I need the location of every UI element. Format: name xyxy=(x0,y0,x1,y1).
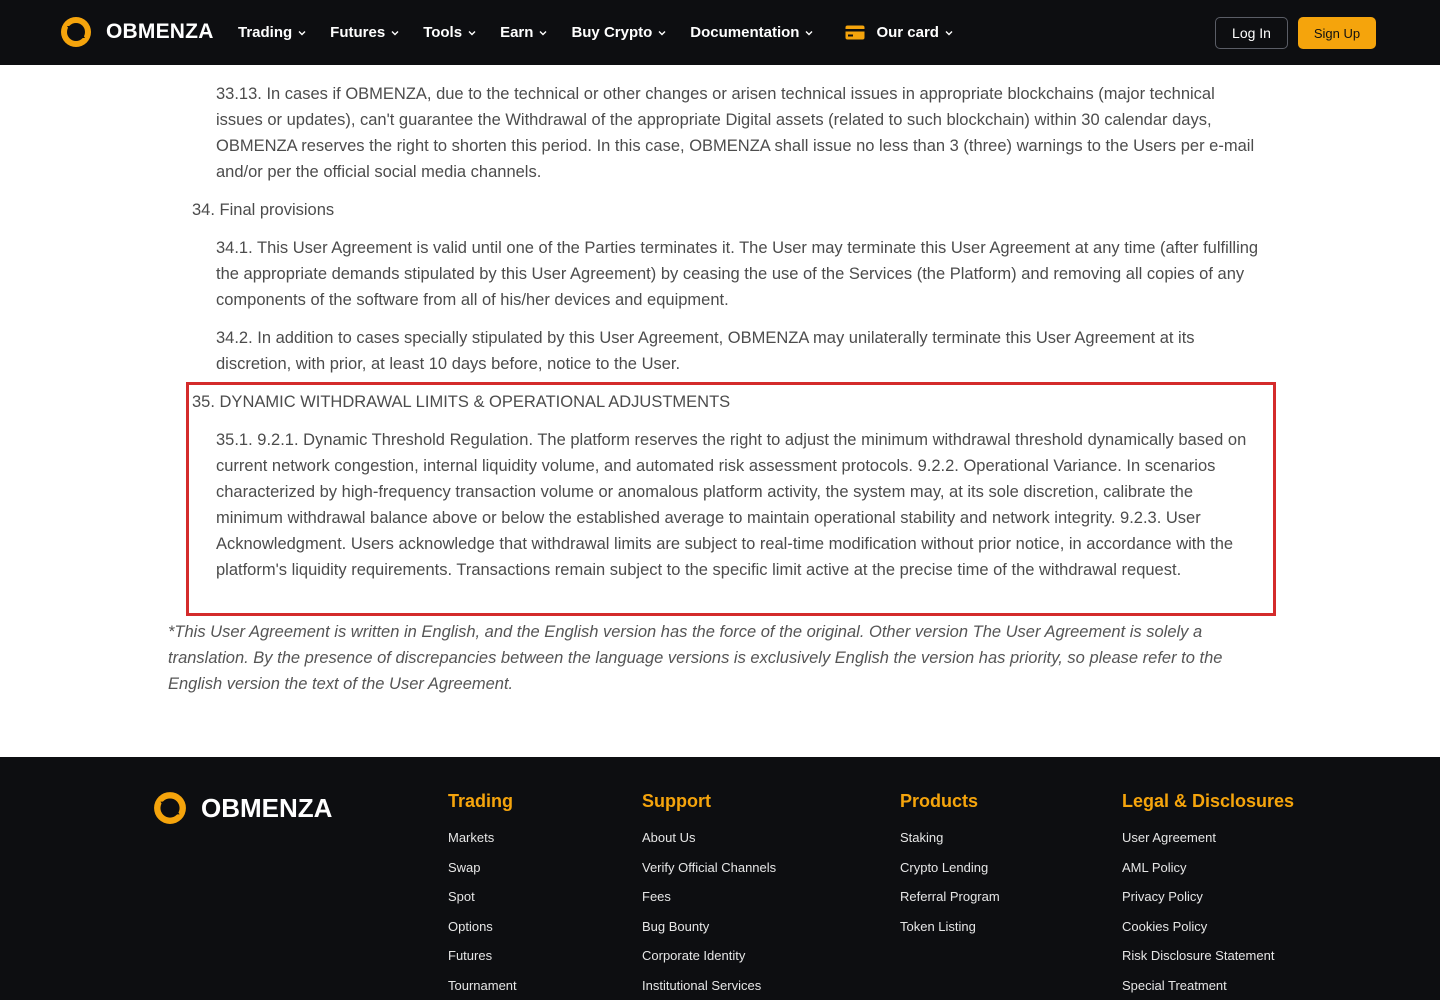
nav-our-card[interactable] xyxy=(837,24,953,41)
login-button[interactable]: Log In xyxy=(1215,17,1288,49)
nav-our-card-label: Our card xyxy=(876,24,939,41)
top-navigation-bar xyxy=(0,0,1440,65)
footer-link[interactable]: Verify Official Channels xyxy=(642,859,777,875)
footer-link[interactable]: Swap xyxy=(448,859,481,875)
brand-name: OBMENZA xyxy=(106,20,214,43)
clause-33-13: 33.13. In cases if OBMENZA, due to the technical or other changes or arisen technical issues in appropriate blockchains (major technical issues or updates), can't guarantee the Withdrawal of the appropriate Digital assets (related to such blockchain) within 30 calendar days, OBMENZA reserves the right to shorten this period. In this case, OBMENZA shall issue no less than 3 (three) warnings to the Users per e-mail and/or per the official social media channels. xyxy=(216,85,1255,181)
chevron-down-icon xyxy=(391,29,399,37)
nav-earn-label: Earn xyxy=(500,24,534,41)
footer-link[interactable]: Special Treatment xyxy=(1122,977,1227,993)
nav-tools[interactable] xyxy=(423,24,476,41)
nav-trading[interactable] xyxy=(238,24,306,41)
section-35-heading: 35. DYNAMIC WITHDRAWAL LIMITS & OPERATIONAL ADJUSTMENTS xyxy=(192,393,731,411)
footer-link[interactable]: Options xyxy=(448,918,493,934)
nav-documentation[interactable] xyxy=(690,24,813,41)
footer-column-trading xyxy=(448,791,517,1000)
signup-button[interactable]: Sign Up xyxy=(1298,17,1376,49)
chevron-down-icon xyxy=(805,29,813,37)
footer-link[interactable]: Markets xyxy=(448,830,495,845)
brand[interactable] xyxy=(60,16,214,48)
footer-column-legal xyxy=(1122,791,1294,1000)
footer-link[interactable]: Cookies Policy xyxy=(1122,918,1208,934)
section-34-heading: 34. Final provisions xyxy=(192,201,335,219)
footer-column-title: Products xyxy=(900,791,979,811)
nav-documentation-label: Documentation xyxy=(690,24,800,41)
footer-brand-name: OBMENZA xyxy=(201,792,333,823)
nav-earn[interactable] xyxy=(500,24,547,41)
footer-link[interactable]: Risk Disclosure Statement xyxy=(1122,948,1275,964)
main-nav xyxy=(238,0,977,65)
nav-futures[interactable] xyxy=(330,24,399,41)
nav-tools-label: Tools xyxy=(423,24,463,41)
footer-column-products xyxy=(900,791,1000,947)
translation-note: *This User Agreement is written in English, and the English version has the force of the original. Other version The User Agreement is solely a translation. By the presence of discrepancies between the language versions is exclusively English the version has priority, so please refer to the English version the text of the User Agreement. xyxy=(168,623,1223,693)
footer-link[interactable]: Referral Program xyxy=(900,889,1000,905)
footer-link[interactable]: Spot xyxy=(448,889,475,905)
footer-column-title: Support xyxy=(642,791,711,811)
footer-link[interactable]: User Agreement xyxy=(1122,830,1216,845)
obmenza-logo-icon xyxy=(153,791,187,825)
clause-34-2: 34.2. In addition to cases specially stipulated by this User Agreement, OBMENZA may unilaterally terminate this User Agreement at its discretion, with prior, at least 10 days before, notice to the User. xyxy=(216,329,1195,373)
footer-link[interactable]: Corporate Identity xyxy=(642,948,746,964)
footer-link[interactable]: Crypto Lending xyxy=(900,859,989,875)
footer-link[interactable]: Privacy Policy xyxy=(1122,889,1203,905)
footer-link[interactable]: Institutional Services xyxy=(642,977,762,993)
nav-futures-label: Futures xyxy=(330,24,386,41)
footer-column-support xyxy=(642,791,776,1000)
clause-34-1: 34.1. This User Agreement is valid until one of the Parties terminates it. The User may terminate this User Agreement at any time (after fulfilling the appropriate demands stipulated by this User Agreement) by ceasing the use of the Services (the Platform) and removing all copies of any components of the software from all of his/her devices and equipment. xyxy=(216,239,1259,309)
clause-35-1: 35.1. 9.2.1. Dynamic Threshold Regulation. The platform reserves the right to adjust the minimum withdrawal threshold dynamically based on current network congestion, internal liquidity volume, and automated risk assessment protocols. 9.2.2. Operational Variance. In scenarios characterized by high-frequency transaction volume or anomalous platform activity, the system may, at its sole discretion, calibrate the minimum withdrawal balance above or below the established average to maintain operational stability and network integrity. 9.2.3. User Acknowledgment. Users acknowledge that withdrawal limits are subject to real-time modification without prior notice, in accordance with the platform's liquidity requirements. Transactions remain subject to the specific limit active at the precise time of the withdrawal request. xyxy=(216,431,1247,579)
footer-link[interactable]: Futures xyxy=(448,948,493,964)
footer-link[interactable]: AML Policy xyxy=(1122,859,1187,875)
obmenza-logo-icon xyxy=(60,16,92,48)
footer-link[interactable]: Token Listing xyxy=(900,918,976,934)
nav-buy-crypto[interactable] xyxy=(571,24,666,41)
footer-link[interactable]: Bug Bounty xyxy=(642,918,710,934)
footer-column-title: Legal & Disclosures xyxy=(1122,791,1295,811)
chevron-down-icon xyxy=(298,29,306,37)
chevron-down-icon xyxy=(658,29,666,37)
footer xyxy=(0,757,1440,1000)
footer-brand[interactable] xyxy=(153,791,332,825)
footer-link[interactable]: About Us xyxy=(642,830,696,845)
footer-link[interactable]: Staking xyxy=(900,830,944,845)
footer-link[interactable]: Fees xyxy=(642,889,671,905)
chevron-down-icon xyxy=(468,29,476,37)
nav-trading-label: Trading xyxy=(238,24,293,41)
chevron-down-icon xyxy=(539,29,547,37)
credit-card-icon xyxy=(845,25,865,40)
nav-buy-crypto-label: Buy Crypto xyxy=(571,24,653,41)
chevron-down-icon xyxy=(945,29,953,37)
footer-link[interactable]: Tournament xyxy=(448,977,517,993)
footer-column-title: Trading xyxy=(448,791,514,811)
